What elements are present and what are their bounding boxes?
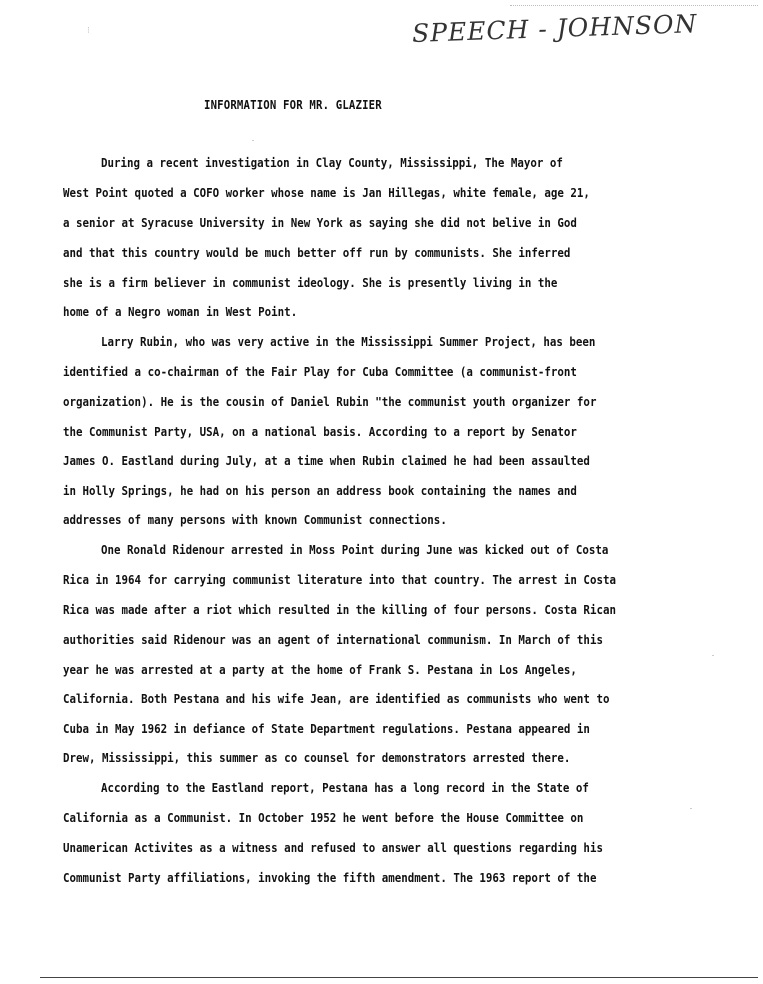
page-bottom-rule bbox=[40, 977, 758, 978]
body-line: home of a Negro woman in West Point. bbox=[63, 304, 298, 319]
scan-edge-mark bbox=[510, 5, 758, 6]
body-line: identified a co-chairman of the Fair Play for Cuba Committee (a communist-front bbox=[63, 364, 577, 379]
body-line: authorities said Ridenour was an agent of international communism. In March of this bbox=[63, 632, 603, 647]
scan-speck bbox=[252, 140, 254, 141]
body-line: organization). He is the cousin of Daniel Rubin "the communist youth organizer for bbox=[63, 394, 597, 409]
handwritten-note: SPEECH - JOHNSON bbox=[411, 9, 698, 48]
document-title: INFORMATION FOR MR. GLAZIER bbox=[204, 97, 382, 112]
body-line: year he was arrested at a party at the home of Frank S. Pestana in Los Angeles, bbox=[63, 662, 577, 677]
body-line: During a recent investigation in Clay County, Mississippi, The Mayor of bbox=[101, 155, 563, 170]
body-line: California as a Communist. In October 1952 he went before the House Committee on bbox=[63, 810, 584, 825]
margin-mark: ⁝ bbox=[87, 26, 90, 36]
body-line: the Communist Party, USA, on a national basis. According to a report by Senator bbox=[63, 424, 577, 439]
body-line: in Holly Springs, he had on his person an address book containing the names and bbox=[63, 483, 577, 498]
body-line: Rica was made after a riot which resulted in the killing of four persons. Costa Rican bbox=[63, 602, 616, 617]
body-line: addresses of many persons with known Communist connections. bbox=[63, 512, 447, 527]
body-line: Drew, Mississippi, this summer as co counsel for demonstrators arrested there. bbox=[63, 750, 571, 765]
body-line: California. Both Pestana and his wife Jean, are identified as communists who went to bbox=[63, 691, 610, 706]
body-line: West Point quoted a COFO worker whose name is Jan Hillegas, white female, age 21, bbox=[63, 185, 590, 200]
body-line: Rica in 1964 for carrying communist literature into that country. The arrest in Costa bbox=[63, 572, 616, 587]
body-line: Communist Party affiliations, invoking the fifth amendment. The 1963 report of the bbox=[63, 870, 597, 885]
body-line: Larry Rubin, who was very active in the Mississippi Summer Project, has been bbox=[101, 334, 596, 349]
body-line: Unamerican Activites as a witness and refused to answer all questions regarding his bbox=[63, 840, 603, 855]
body-line: According to the Eastland report, Pestana has a long record in the State of bbox=[101, 780, 589, 795]
body-line: and that this country would be much better off run by communists. She inferred bbox=[63, 245, 571, 260]
scan-speck bbox=[712, 655, 714, 656]
body-line: One Ronald Ridenour arrested in Moss Point during June was kicked out of Costa bbox=[101, 542, 609, 557]
scan-speck bbox=[690, 808, 692, 809]
body-line: Cuba in May 1962 in defiance of State Department regulations. Pestana appeared in bbox=[63, 721, 590, 736]
body-line: she is a firm believer in communist ideology. She is presently living in the bbox=[63, 275, 558, 290]
body-line: a senior at Syracuse University in New York as saying she did not belive in God bbox=[63, 215, 577, 230]
body-line: James O. Eastland during July, at a time when Rubin claimed he had been assaulted bbox=[63, 453, 590, 468]
